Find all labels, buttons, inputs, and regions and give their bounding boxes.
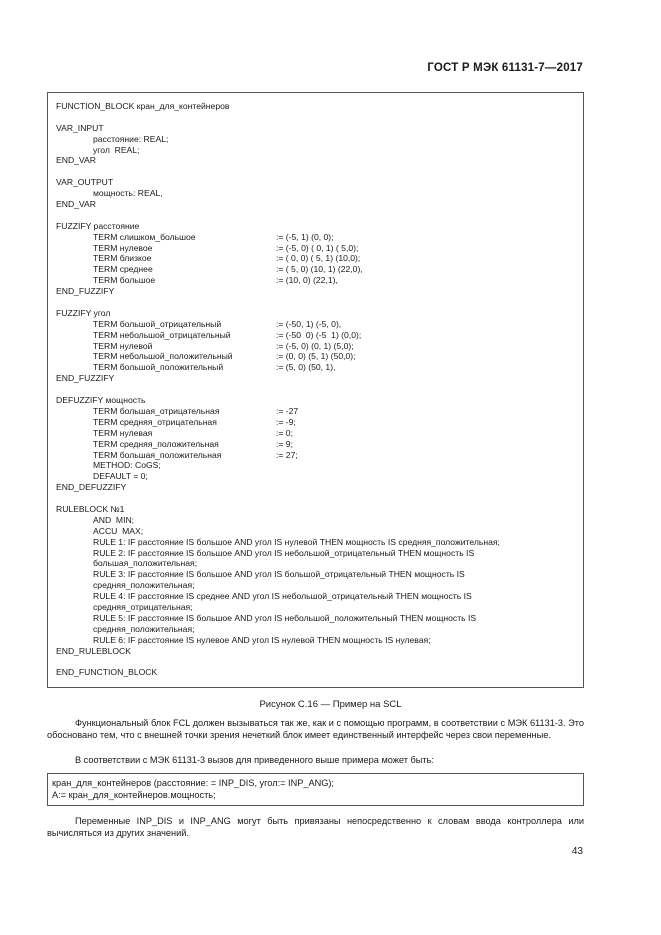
code-text: FUNCTION_BLOCK кран_для_контейнеров — [56, 101, 230, 111]
code-text: VAR_OUTPUT — [56, 177, 114, 188]
code-line — [56, 667, 576, 678]
code-line — [56, 406, 576, 417]
code-text: средняя_отрицательная; — [93, 601, 193, 612]
code-line — [56, 624, 576, 635]
code-line — [56, 580, 576, 591]
code-line — [56, 493, 576, 504]
code-value: := (0, 0) (5, 1) (50,0); — [276, 351, 356, 362]
code-text: RULE 5: IF расстояние IS большое AND угол IS небольшой_положительный THEN мощность IS — [93, 612, 477, 623]
code-value: := (5, 0) (50, 1), — [276, 362, 336, 373]
call-line-2: A:= кран_для_контейнеров.мощность; — [52, 790, 216, 800]
code-text: RULE 6: IF расстояние IS нулевое AND угол IS нулевой THEN мощность IS нулевая; — [93, 634, 431, 645]
code-text: TERM нулевое — [93, 242, 153, 253]
code-text: RULE 1: IF расстояние IS большое AND угол IS нулевой THEN мощность IS средняя_положительная; — [93, 536, 500, 547]
code-line — [56, 232, 576, 243]
code-text: END_VAR — [56, 155, 96, 166]
code-line — [56, 537, 576, 548]
code-text: угол REAL; — [93, 144, 140, 155]
code-line — [56, 155, 576, 166]
code-line — [56, 188, 576, 199]
code-line — [56, 602, 576, 613]
code-line — [56, 482, 576, 493]
code-line — [56, 286, 576, 297]
paragraph-2: В соответствии с МЭК 61131-3 вызов для приведенного выше примера может быть: — [75, 755, 434, 765]
code-text: ACCU MAX; — [93, 525, 144, 536]
code-line — [56, 591, 576, 602]
code-value: := -9; — [276, 416, 296, 427]
code-text: TERM среднее — [93, 264, 153, 275]
code-line — [56, 123, 576, 134]
code-line — [56, 417, 576, 428]
code-line — [56, 166, 576, 177]
code-line — [56, 460, 576, 471]
paragraph-1: Функциональный блок FCL должен вызываться так же, как и с помощью программ, в соответствии с МЭК 61131-3. Это обосновано тем, что с внешней точки зрения нечеткий блок имеет единственный интерфейс через свои переменные. — [47, 718, 584, 740]
code-line — [56, 145, 576, 156]
code-text: расстояние: REAL; — [93, 133, 169, 144]
code-line — [56, 221, 576, 232]
code-value: := (-5, 1) (0, 0); — [276, 231, 334, 242]
code-text: VAR_INPUT — [56, 122, 104, 133]
figure-caption: Рисунок С.16 — Пример на SCL — [259, 699, 402, 710]
code-value: := (10, 0) (22,1), — [276, 275, 338, 286]
code-line — [56, 384, 576, 395]
code-line — [56, 395, 576, 406]
code-text: большая_положительная; — [93, 558, 198, 569]
code-line — [56, 101, 576, 112]
code-line — [56, 635, 576, 646]
code-text: TERM большое — [93, 275, 156, 286]
code-text: TERM слишком_большое — [93, 231, 196, 242]
code-text: TERM нулевой — [93, 340, 153, 351]
code-text: METHOD: CoGS; — [93, 460, 161, 471]
code-line — [56, 471, 576, 482]
code-listing — [56, 101, 576, 678]
code-text: END_FUZZIFY — [56, 286, 115, 297]
code-text: END_FUNCTION_BLOCK — [56, 667, 158, 678]
code-value: := ( 0, 0) ( 5, 1) (10,0); — [276, 253, 361, 264]
paragraph-3: Переменные INP_DIS и INP_ANG могут быть привязаны непосредственно к словам ввода контроллера или вычисляться из других значений. — [47, 816, 584, 838]
code-line — [56, 526, 576, 537]
page-number: 43 — [571, 846, 583, 857]
code-text: средняя_положительная; — [93, 580, 195, 591]
code-text: TERM большая_отрицательная — [93, 405, 220, 416]
code-text: средняя_положительная; — [93, 623, 195, 634]
code-text: TERM близкое — [93, 253, 152, 264]
code-line — [56, 439, 576, 450]
code-text: END_FUZZIFY — [56, 373, 115, 384]
code-text: RULE 2: IF расстояние IS большое AND угол IS небольшой_отрицательный THEN мощность IS — [93, 547, 475, 558]
code-line — [56, 308, 576, 319]
code-line — [56, 656, 576, 667]
code-text: END_RULEBLOCK — [56, 645, 131, 656]
code-line — [56, 646, 576, 657]
code-line — [56, 362, 576, 373]
code-text: TERM большой_отрицательный — [93, 318, 222, 329]
code-text: RULE 3: IF расстояние IS большое AND угол IS большой_отрицательный THEN мощность IS — [93, 569, 465, 580]
code-line — [56, 450, 576, 461]
code-text: DEFUZZIFY мощность — [56, 395, 146, 406]
page-header-standard: ГОСТ Р МЭК 61131-7—2017 — [427, 62, 583, 74]
code-value: := (-5, 0) ( 0, 1) ( 5,0); — [276, 242, 359, 253]
code-line — [56, 351, 576, 362]
code-text: RULEBLOCK №1 — [56, 503, 125, 514]
code-text: TERM небольшой_положительный — [93, 351, 233, 362]
code-line — [56, 548, 576, 559]
code-line — [56, 253, 576, 264]
code-value: := 0; — [276, 427, 293, 438]
code-line — [56, 428, 576, 439]
code-line — [56, 319, 576, 330]
code-text: мощность: REAL, — [93, 188, 163, 199]
code-line — [56, 569, 576, 580]
code-text: DEFAULT = 0; — [93, 471, 148, 482]
code-line — [56, 210, 576, 221]
code-value: := ( 5, 0) (10, 1) (22,0), — [276, 264, 363, 275]
code-text: AND MIN; — [93, 514, 135, 525]
code-value: := 27; — [276, 449, 298, 460]
code-line — [56, 297, 576, 308]
code-line — [56, 613, 576, 624]
code-line — [56, 134, 576, 145]
code-text: RULE 4: IF расстояние IS среднее AND угол IS небольшой_отрицательный THEN мощность IS — [93, 591, 472, 602]
code-text: TERM большая_положительная — [93, 449, 222, 460]
code-line — [56, 243, 576, 254]
code-line — [56, 515, 576, 526]
code-line — [56, 504, 576, 515]
code-text: FUZZIFY расстояние — [56, 220, 140, 231]
code-line — [56, 177, 576, 188]
code-line — [56, 373, 576, 384]
code-line — [56, 558, 576, 569]
code-text: TERM средняя_положительная — [93, 438, 219, 449]
code-line — [56, 341, 576, 352]
code-value: := 9; — [276, 438, 293, 449]
code-line — [56, 330, 576, 341]
code-text: TERM небольшой_отрицательный — [93, 329, 231, 340]
call-example-box — [47, 773, 584, 806]
code-line — [56, 264, 576, 275]
code-text: END_DEFUZZIFY — [56, 482, 127, 493]
code-line — [56, 112, 576, 123]
code-line — [56, 199, 576, 210]
code-text: TERM большой_положительный — [93, 362, 224, 373]
code-value: := -27 — [276, 405, 299, 416]
code-value: := (-5, 0) (0, 1) (5,0); — [276, 340, 354, 351]
code-text: END_VAR — [56, 199, 96, 210]
call-line-1: кран_для_контейнеров (расстояние: = INP_DIS, угол:= INP_ANG); — [52, 778, 334, 788]
code-value: := (-50 0) (-5 1) (0,0); — [276, 329, 362, 340]
code-value: := (-50, 1) (-5, 0), — [276, 318, 342, 329]
code-text: TERM средняя_отрицательная — [93, 416, 217, 427]
code-line — [56, 275, 576, 286]
code-text: TERM нулевая — [93, 427, 153, 438]
code-text: FUZZIFY угол — [56, 307, 111, 318]
